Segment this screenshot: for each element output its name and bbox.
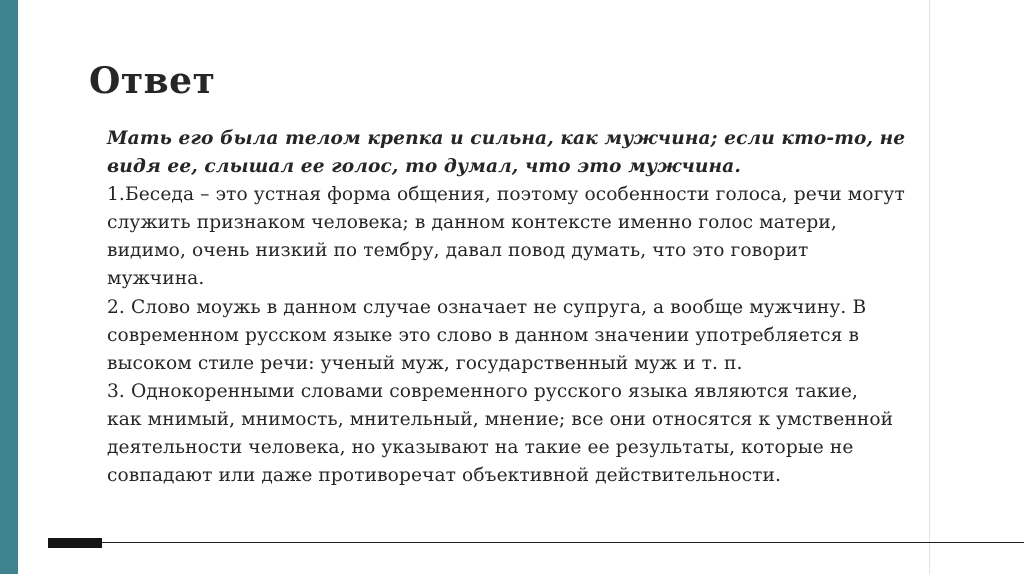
lead-line: видя ее, слышал ее голос, то думал, что это мужчина.	[107, 156, 741, 178]
body-line: совпадают или даже противоречат объективной действительности.	[107, 465, 782, 487]
accent-bar	[0, 0, 18, 574]
footer-marker	[48, 538, 102, 548]
body-line: 1.Беседа – это устная форма общения, поэтому особенности голоса, речи могут	[107, 184, 905, 206]
body-line: как мнимый, мнимость, мнительный, мнение; все они относятся к умственной	[107, 408, 894, 430]
body-line: видимо, очень низкий по тембру, давал повод думать, что это говорит	[107, 240, 809, 262]
body-line: 3. Однокоренными словами современного русского языка являются такие,	[107, 380, 859, 402]
body-line: 2. Слово моужь в данном случае означает не супруга, а вообще мужчину. В	[107, 296, 867, 318]
body-line: мужчина.	[107, 268, 205, 290]
body-line: служить признаком человека; в данном контексте именно голос матери,	[107, 212, 837, 234]
body-line: деятельности человека, но указывают на такие ее результаты, которые не	[107, 437, 854, 459]
footer-rule	[48, 542, 1024, 543]
lead-line: Мать его была телом крепка и сильна, как мужчина; если кто-то, не	[107, 128, 906, 149]
body-line: современном русском языке это слово в данном значении употребляется в	[107, 324, 860, 346]
slide-body	[107, 125, 937, 490]
body-line: высоком стиле речи: ученый муж, государственный муж и т. п.	[107, 352, 743, 374]
slide-title: Ответ	[89, 60, 216, 102]
